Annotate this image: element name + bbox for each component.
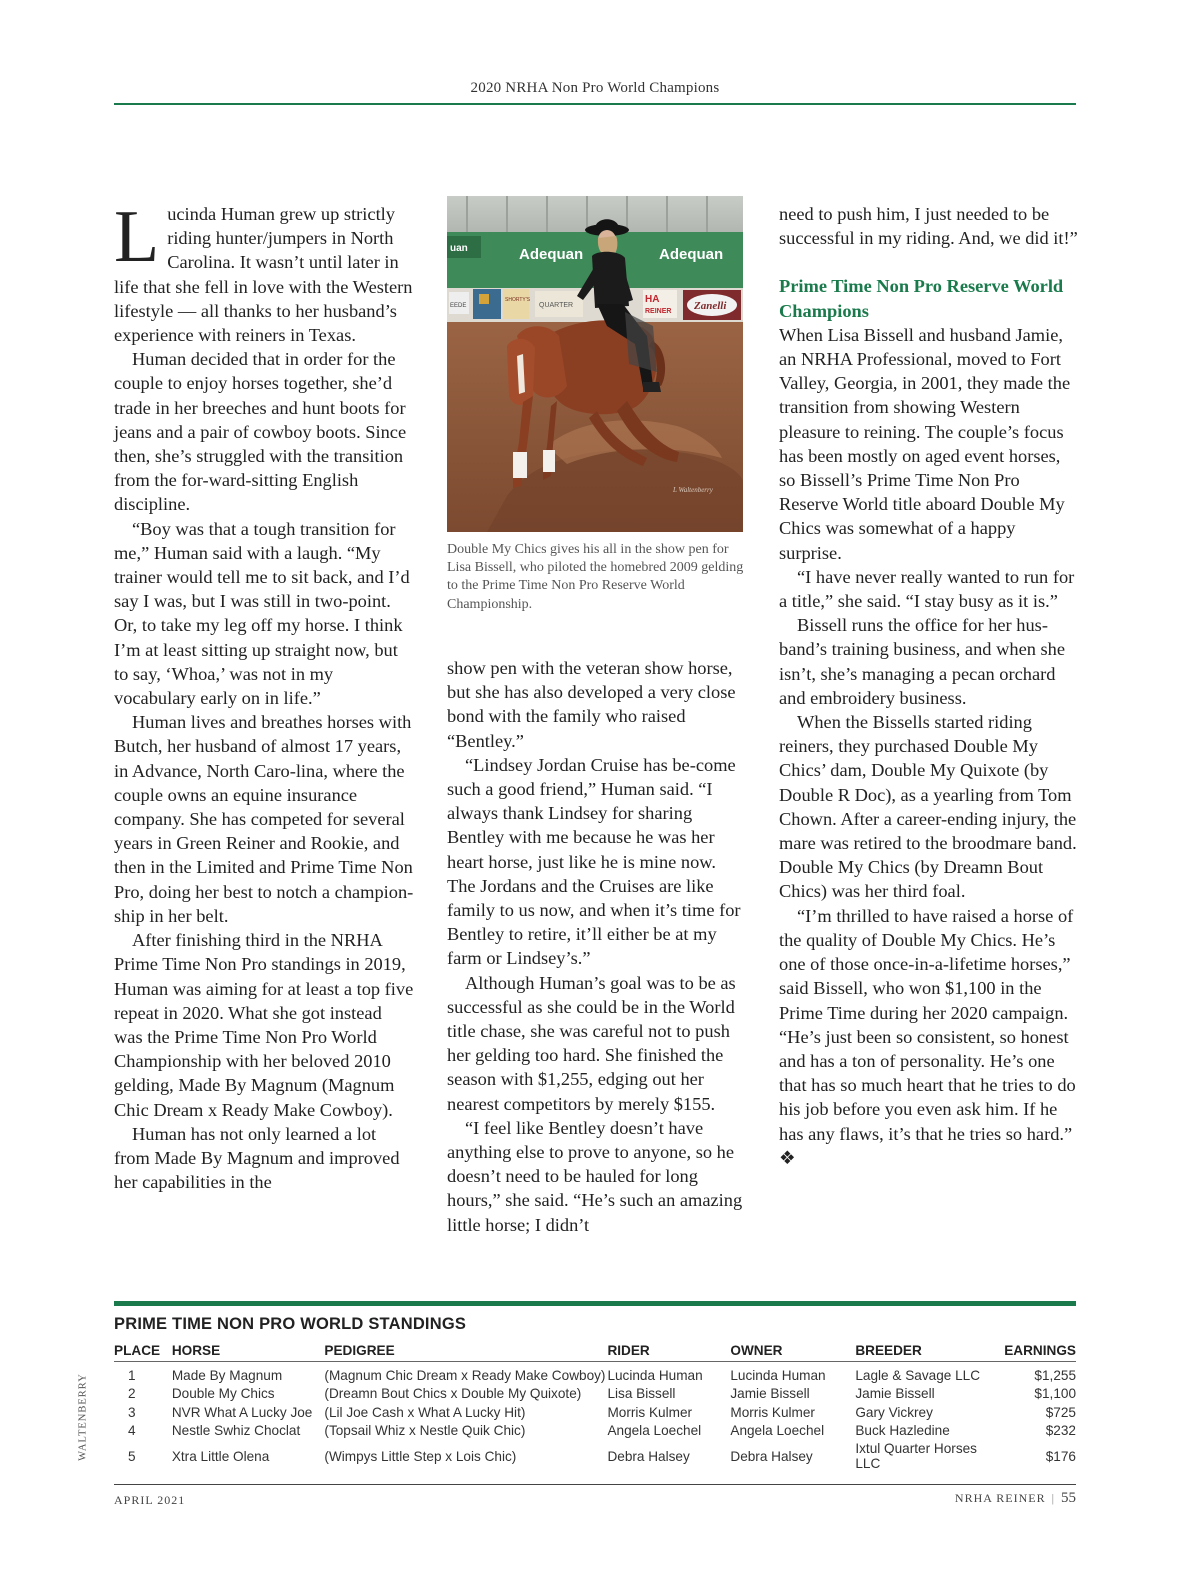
article-paragraph: show pen with the veteran show horse, but she has also developed a very close bond with the family who raised “Bentley.”	[447, 658, 736, 751]
header-rider: RIDER	[607, 1342, 730, 1362]
header-owner: OWNER	[730, 1342, 855, 1362]
cell-owner: Lucinda Human	[730, 1368, 826, 1383]
cell-earnings: $232	[1045, 1422, 1076, 1438]
cell-horse: Nestle Swhiz Choclat	[171, 1422, 301, 1438]
article-paragraph: When the Bissells started riding reiners, they purchased Double My Chics’ dam, Double My Quixote (by Double R Doc), as a yearling from Tom Chown. After a career-ending injury, the mare was retired to the broodmare band. Double My Chics (by Dreamn Bout Chics) was her third foal.	[779, 712, 1077, 902]
header-pedigree: PEDIGREE	[324, 1342, 607, 1362]
page-number: 55	[1061, 1490, 1076, 1506]
cell-place: 3	[128, 1404, 136, 1420]
photo-credit-mark: L Waltenberry	[673, 486, 713, 494]
article-paragraph: need to push him, I just needed to be successful in my riding. And, we did it!”	[779, 204, 1078, 249]
cell-owner: Debra Halsey	[730, 1448, 813, 1464]
article-paragraph: After finishing third in the NRHA Prime Time Non Pro standings in 2019, Human was aiming for at least a top five repeat in 2020. What she got instead was the Prime Time Non Pro World Championship with her beloved 2010 gelding, Made By Magnum (Magnum Chic Dream x Ready Make Cowboy).	[114, 930, 414, 1120]
standings-title: PRIME TIME NON PRO WORLD STANDINGS	[114, 1315, 467, 1333]
cell-breeder: Jamie Bissell	[855, 1386, 935, 1402]
header-horse: HORSE	[172, 1342, 325, 1362]
cell-earnings: $725	[1045, 1404, 1076, 1420]
sign-edge-text: EEDE	[450, 303, 467, 309]
cell-place: 1	[128, 1368, 136, 1383]
cell-owner: Morris Kulmer	[730, 1404, 815, 1420]
cell-breeder: Gary Vickrey	[855, 1404, 933, 1420]
cell-rider: Lisa Bissell	[607, 1386, 676, 1402]
standings-header-row	[114, 1342, 1076, 1362]
side-credit-text: WALTENBERRY	[77, 1373, 89, 1461]
article-paragraph: Bissell runs the office for her hus-band’s training business, and when she isn’t, she’s managing a pecan orchard and embroidery business.	[779, 615, 1066, 708]
running-head: 2020 NRHA Non Pro World Champions	[470, 80, 720, 96]
footer-separator: |	[1051, 1491, 1055, 1505]
cell-horse: Double My Chics	[171, 1386, 275, 1402]
sign-zanelli-text: Zanelli	[694, 300, 727, 312]
table-row	[114, 1403, 1076, 1421]
cell-breeder: Lagle & Savage LLC	[855, 1368, 981, 1383]
cell-pedigree: (Topsail Whiz x Nestle Quik Chic)	[324, 1422, 526, 1438]
reining-photo	[447, 196, 743, 532]
standings-table	[114, 1342, 1076, 1473]
table-row	[114, 1440, 1076, 1473]
section-subhead: Prime Time Non Pro Reserve World Champions	[779, 276, 1064, 321]
article-paragraph: Human has not only learned a lot from Made By Magnum and improved her capabilities in the	[114, 1123, 400, 1193]
cell-pedigree: (Lil Joe Cash x What A Lucky Hit)	[324, 1404, 526, 1420]
article-paragraph: When Lisa Bissell and husband Jamie, an NRHA Professional, moved to Fort Valley, Georgia, in 2001, they made the transition from showing Western pleasure to reining. The couple’s focus has been mostly on aged event horses, so Bissell’s Prime Time Non Pro Reserve World title aboard Double My Chics was somewhat of a happy surprise.	[779, 324, 1071, 563]
photo-caption: Double My Chics gives his all in the show pen for Lisa Bissell, who piloted the homebred 2009 gelding to the Prime Time Non Pro Reserve World Championship.	[447, 542, 744, 612]
banner-right-text: Adequan	[659, 246, 724, 263]
cell-pedigree: (Magnum Chic Dream x Ready Make Cowboy)	[324, 1368, 606, 1383]
cell-owner: Angela Loechel	[730, 1422, 825, 1438]
cell-rider: Morris Kulmer	[607, 1404, 693, 1420]
cell-breeder: Buck Hazledine	[855, 1422, 950, 1438]
article-paragraph: “I’m thrilled to have raised a horse of the quality of Double My Chics. He’s one of those once-in-a-lifetime horses,” said Bissell, who won $1,100 in the Prime Time during her 2020 campaign. “He’s just been so consistent, so honest and has a ton of personality. He’s one that has so much heart that he tries to do his job before you even ask him. If he has any flaws, it’s that he tries so hard.” ❖	[779, 905, 1076, 1168]
cell-rider: Debra Halsey	[607, 1448, 690, 1464]
reining-photo-illustration	[447, 196, 743, 532]
cell-place: 5	[128, 1448, 136, 1464]
cell-pedigree: (Dreamn Bout Chics x Double My Quixote)	[324, 1386, 582, 1402]
cell-earnings: $1,255	[1034, 1368, 1076, 1383]
cell-place: 2	[128, 1386, 136, 1402]
cell-rider: Lucinda Human	[607, 1368, 703, 1383]
header-earnings: EARNINGS	[1004, 1342, 1076, 1362]
cell-owner: Jamie Bissell	[730, 1386, 810, 1402]
article-column-2	[447, 656, 747, 1237]
article-paragraph: Human decided that in order for the couple to enjoy horses together, she’d trade in her breeches and hunt boots for jeans and a pair of cowboy boots. Since then, she’s struggled with the transition from the for-ward-sitting English discipline.	[114, 349, 407, 515]
sign-quarter-text: QUARTER	[539, 302, 574, 309]
article-column-1	[114, 196, 414, 1194]
cell-horse: Made By Magnum	[171, 1368, 283, 1383]
header-rule	[114, 103, 1076, 105]
photo-side-credit	[76, 1362, 90, 1472]
cell-breeder: Ixtul Quarter Horses LLC	[855, 1441, 977, 1472]
banner-left-text: Adequan	[519, 246, 584, 263]
cell-horse: NVR What A Lucky Joe	[171, 1404, 313, 1420]
cell-pedigree: (Wimpys Little Step x Lois Chic)	[324, 1448, 517, 1464]
article-paragraph: “Boy was that a tough transition for me,” Human said with a laugh. “My trainer would tell me to sit back, and I’d say I was, but I was still in two-point. Or, to take my leg off my horse. I think I’m at least sitting up straight now, but to say, ‘Whoa,’ was not in my vocabulary early on in life.”	[114, 518, 410, 709]
cell-horse: Xtra Little Olena	[171, 1448, 270, 1464]
article-paragraph	[114, 196, 414, 347]
article-column-3	[779, 202, 1079, 1170]
cell-place: 4	[128, 1422, 136, 1438]
footer-rule	[114, 1484, 1076, 1485]
sign-left-text: uan	[450, 243, 468, 254]
sign-shorts-text: SHORTY'S	[505, 297, 531, 303]
cell-earnings: $1,100	[1034, 1386, 1076, 1402]
footer-issue-date: APRIL 2021	[114, 1493, 186, 1507]
article-paragraph: Although Human’s goal was to be as successful as she could be in the World title chase, she was careful not to push her gelding too hard. She finished the season with $1,255, edging out her nearest competitors by merely $155.	[447, 972, 736, 1114]
drop-cap: L	[114, 196, 160, 278]
table-row	[114, 1362, 1076, 1385]
article-paragraph: Human lives and breathes horses with Butch, her husband of almost 17 years, in Advance, North Caro-lina, where the couple owns an equine insurance company. She has competed for several years in Green Reiner and Rookie, and then in the Limited and Prime Time Non Pro, doing her best to notch a champion-ship in her belt.	[114, 712, 414, 926]
table-row	[114, 1385, 1076, 1403]
article-paragraph: “I have never really wanted to run for a title,” she said. “I stay busy as it is.”	[779, 566, 1075, 612]
article-paragraph: “Lindsey Jordan Cruise has be-come such a good friend,” Human said. “I always thank Lindsey for sharing Bentley with me because he was her heart horse, just like he is mine now. The Jordans and the Cruises are like family to us now, and when it’s time for Bentley to retire, it’ll either be at my farm or Lindsey’s.”	[447, 754, 741, 969]
header-breeder: BREEDER	[855, 1342, 1004, 1362]
cell-rider: Angela Loechel	[607, 1422, 702, 1438]
cell-earnings: $176	[1045, 1448, 1076, 1464]
standings-rule	[114, 1301, 1076, 1306]
footer-magazine-name: NRHA REINER	[954, 1491, 1046, 1505]
header-place: PLACE	[114, 1342, 172, 1362]
table-row	[114, 1421, 1076, 1439]
sign-ha-text: HA	[645, 294, 660, 305]
footer-folio	[955, 1490, 1076, 1507]
paragraph-text: ucinda Human grew up strictly riding hunter/jumpers in North Carolina. It wasn’t until later in life that she fell in love with the Western lifestyle — all thanks to her husband’s experience with reiners in Texas.	[114, 204, 413, 346]
sign-reiner-text: REINER	[645, 308, 672, 315]
article-paragraph: “I feel like Bentley doesn’t have anything else to prove to anyone, so he doesn’t need to be hauled for long hours,” she said. “He’s such an amazing little horse; I didn’t	[447, 1117, 743, 1235]
